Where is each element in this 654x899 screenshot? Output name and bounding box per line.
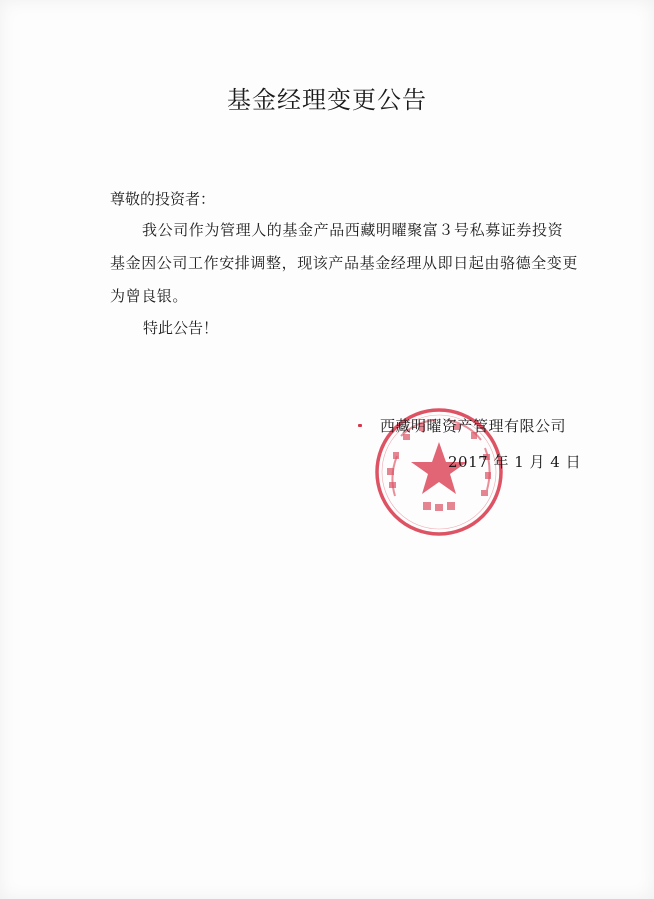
body-paragraph (110, 214, 580, 313)
document-date: 2017 年 1 月 4 日 (448, 453, 582, 471)
document-title: 基金经理变更公告 (227, 86, 427, 114)
body-line: 我公司作为管理人的基金产品西藏明曜聚富３号私募证券投资 (142, 221, 564, 239)
closing-remark: 特此公告！ (143, 319, 219, 337)
salutation: 尊敬的投资者： (110, 190, 216, 208)
body-line: 为曾良银。 (110, 287, 189, 305)
body-line: 基金因公司工作安排调整，现该产品基金经理从即日起由骆德全变更 (110, 254, 579, 272)
ink-dot (358, 424, 362, 427)
company-name: 西藏明曜资产管理有限公司 (380, 417, 567, 435)
